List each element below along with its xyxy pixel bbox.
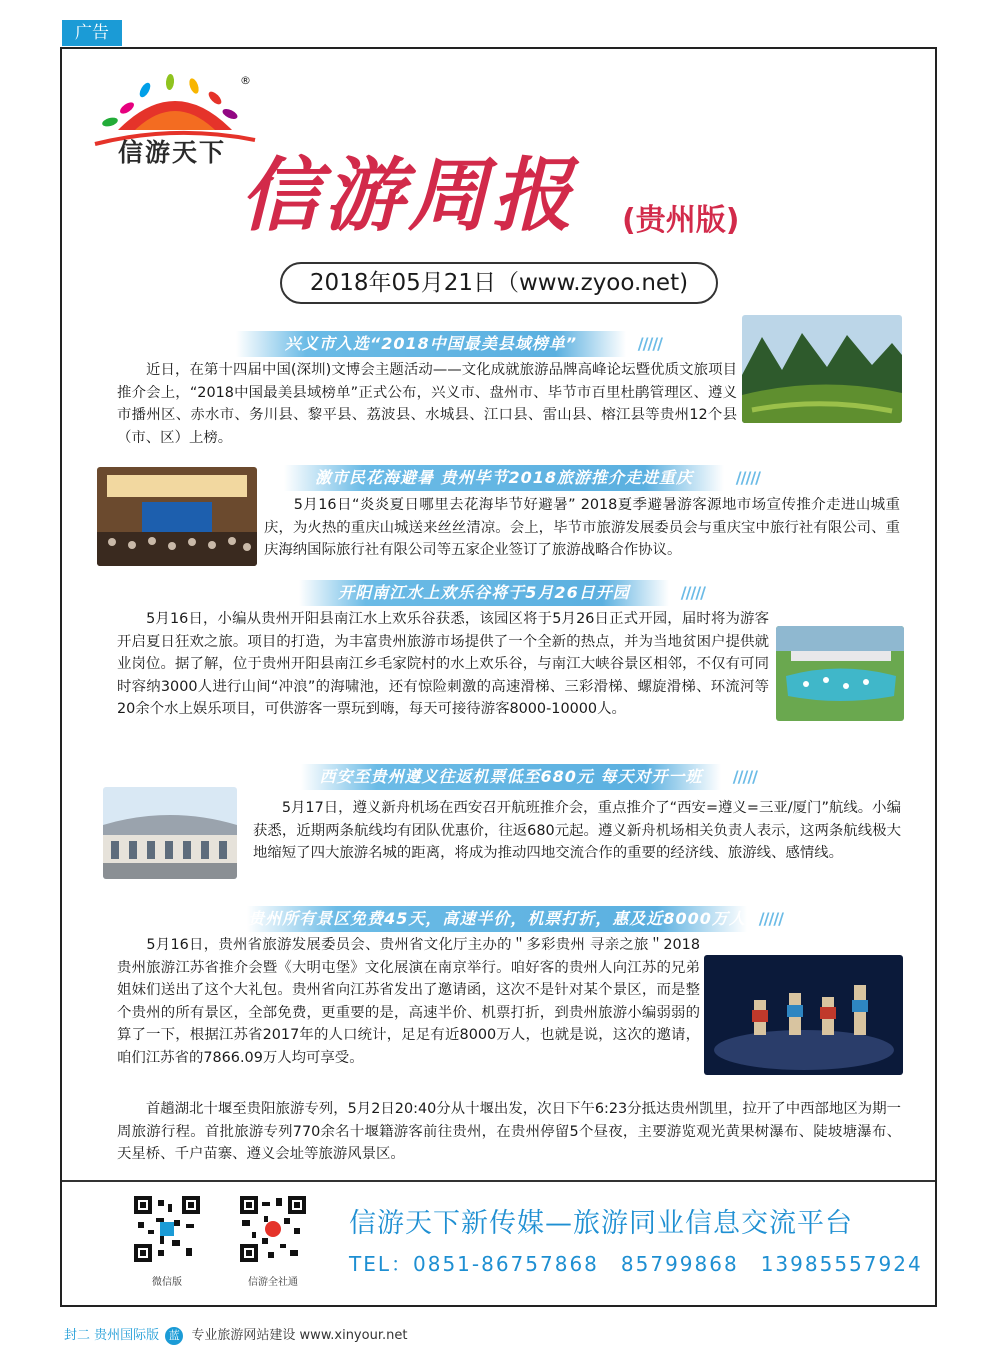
qr-code-icon — [134, 1196, 200, 1262]
qr-label-2: 信游全社通 — [248, 1277, 298, 1288]
date-line: 2018年05月21日（www.zyoo.net) — [280, 262, 718, 304]
page-footer — [64, 1324, 407, 1345]
photo-water-park — [776, 626, 904, 721]
qr-label-1: 微信版 — [152, 1277, 182, 1288]
headline-2: 激市民花海避暑 贵州毕节2018旅游推介走进重庆 ///// — [284, 465, 724, 491]
masthead-edition: (贵州版) — [622, 203, 740, 238]
photo-conference — [97, 467, 257, 566]
qr-code-icon — [240, 1196, 306, 1262]
footer-badge-icon: 蓝 — [165, 1327, 183, 1345]
headline-5: 贵州所有景区免费45天，高速半价，机票打折，惠及近8000万人 ///// — [247, 906, 747, 932]
article-3-body: 5月16日，小编从贵州开阳县南江水上欢乐谷获悉，该园区将于5月26日正式开园，届时将为游客开启夏日狂欢之旅。项目的打造，为丰富贵州旅游市场提供了一个全新的热点，并为当地贫困户提供就业岗位。据了解，位于贵州开阳县南江乡毛家院村的水上欢乐谷，与南江大峡谷景区相邻，不仅有可同时容纳3000人进行山间“冲浪”的海啸池，还有惊险刺激的高速滑梯、三彩滑梯、螺旋滑梯、环流河等20余个水上娱乐项目，可供游客一票玩到嗨，每天可接待游客8000-10000人。 — [117, 611, 769, 717]
divider — [62, 1180, 935, 1182]
headline-1: 兴义市入选“2018中国最美县域榜单” ///// — [236, 331, 626, 357]
footer-text: 专业旅游网站建设 www.xinyour.net — [191, 1328, 408, 1343]
headline-3: 开阳南江水上欢乐谷将于5月26日开园 ///// — [299, 580, 669, 606]
headline-4: 西安至贵州遵义往返机票低至680元 每天对开一班 ///// — [301, 764, 721, 790]
registered-mark: ® — [240, 74, 251, 87]
photo-airport — [103, 787, 237, 879]
logo-text: 信游天下 — [118, 138, 227, 167]
article-4-body: 5月17日，遵义新舟机场在西安召开航班推介会，重点推介了“西安=遵义=三亚/厦门”航线。小编获悉，近期两条航线均有团队优惠价，往返680元起。遵义新舟机场相关负责人表示，这两条航线极大地缩短了四大旅游名城的距离，将成为推动四地交流合作的重要的经济线、旅游线、感情线。 — [253, 800, 901, 861]
article-2-body: 5月16日“炎炎夏日哪里去花海毕节好避暑” 2018夏季避暑游客源地市场宣传推介走进山城重庆，为火热的重庆山城送来丝丝清凉。会上，毕节市旅游发展委员会与重庆宝中旅行社有限公司、重庆海纳国际旅行社有限公司等五家企业签订了旅游战略合作协议。 — [264, 497, 901, 558]
masthead-title: 信游周报 — [240, 148, 576, 242]
ad-tag: 广告 — [62, 20, 122, 46]
photo-stage-performance — [704, 955, 903, 1075]
article-5-body-continued: 首趟湖北十堰至贵阳旅游专列，5月2日20:40分从十堰出发，次日下午6:23分抵达贵州凯里，拉开了中西部地区为期一周旅游行程。首批旅游专列770余名十堰籍游客前往贵州，在贵州停留5个昼夜，主要游览观光黄果树瀑布、陡坡塘瀑布、天星桥、千户苗寨、遵义会址等旅游风景区。 — [117, 1101, 901, 1162]
photo-karst-landscape — [742, 315, 902, 423]
contact-tel: TEL：0851-86757868 85799868 13985557924 — [349, 1252, 923, 1276]
article-1-body: 近日，在第十四届中国(深圳)文博会主题活动——文化成就旅游品牌高峰论坛暨优质文旅项目推介会上，“2018中国最美县域榜单”正式公布，兴义市、盘州市、毕节市百里杜鹃管理区、遵义市播州区、赤水市、务川县、黎平县、荔波县、水城县、江口县、雷山县、榕江县等贵州12个县（市、区）上榜。 — [117, 362, 737, 446]
footer-section: 封二 贵州国际版 — [64, 1328, 160, 1343]
slogan: 信游天下新传媒—旅游同业信息交流平台 — [349, 1208, 853, 1239]
article-5-body: 5月16日，贵州省旅游发展委员会、贵州省文化厅主办的＂多彩贵州 寻亲之旅＂2018 贵州旅游江苏省推介会暨《大明屯堡》文化展演在南京举行。咱好客的贵州人向江苏的兄弟姐妹们送出了这个大礼包。贵州省向江苏省发出了邀请函，这次不是针对某个景区，而是整个贵州的所有景区，全部免费，更重要的是，高速半价、机票打折，到贵州旅游小编弱弱的算了一下，根据江苏省2017年的人口统计，足足有近8000万人，也就是说，这次的邀请，咱们江苏省的7866.09万人均可享受。 — [117, 937, 700, 1066]
